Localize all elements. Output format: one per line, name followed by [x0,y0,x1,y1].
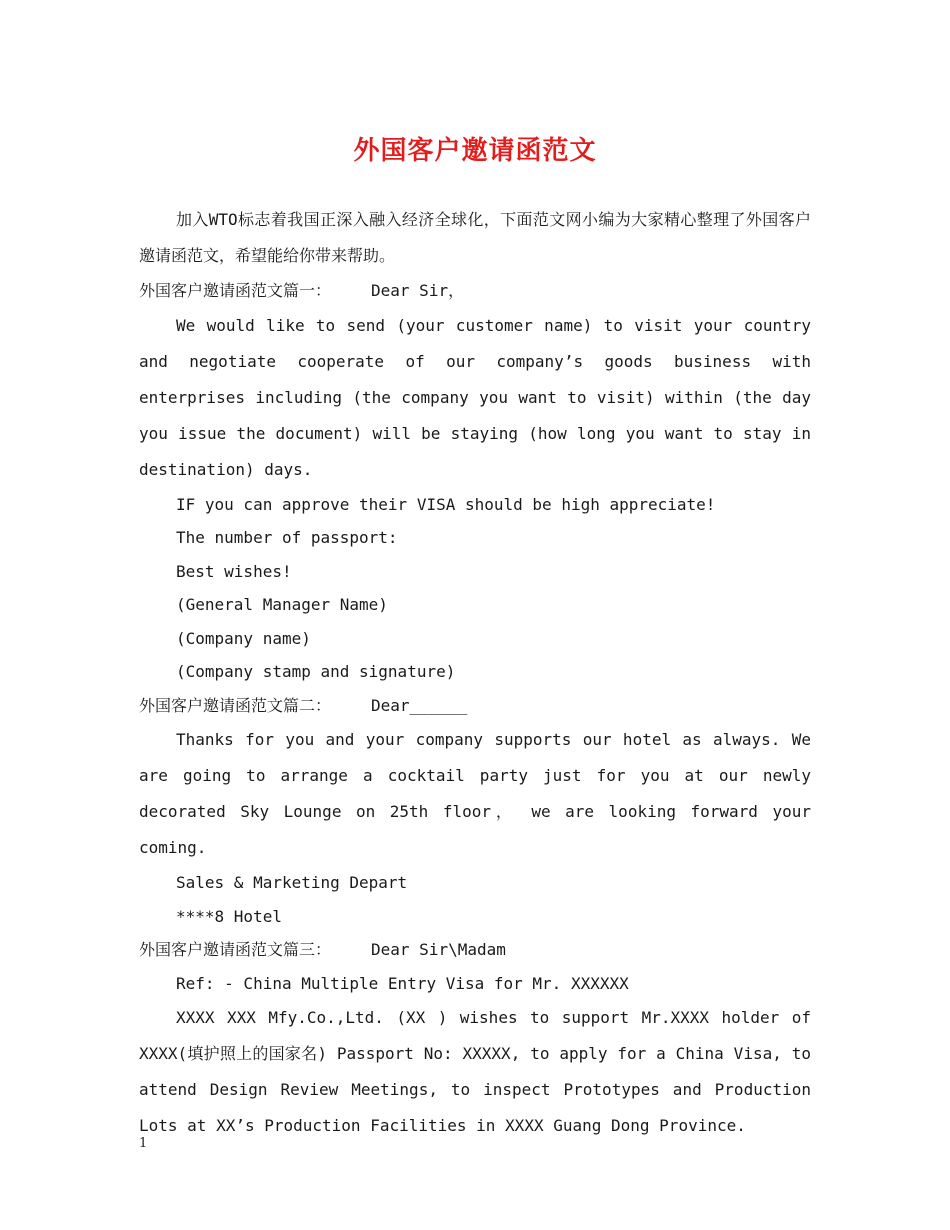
letter2-heading: 外国客户邀请函范文篇二： [139,695,332,715]
page-number: 1 [139,1136,148,1151]
letter3-ref: Ref: - China Multiple Entry Visa for Mr. XXXXXX [176,973,629,993]
letter1-line4: Best wishes! [176,561,292,581]
document-body [139,202,811,1144]
letter2-body: Thanks for you and your company supports our hotel as always. We are going to arrange a cocktail party just for you at our newly decorated Sky Lounge on 25th floor， we are looking forward your coming. [139,730,811,857]
letter1-line6: (Company name) [176,628,311,648]
letter1-salutation: Dear Sir， [371,281,465,300]
letter1-line2: IF you can approve their VISA should be high appreciate! [176,494,716,514]
letter3-body: XXXX XXX Mfy.Co.,Ltd. (XX ) wishes to support Mr.XXXX holder of XXXX(填护照上的国家名) Passport No: XXXXX, to apply for a China Visa, to attend Design Review Meetings, to inspect Prototypes and Production Lots at XX’s Production Facilities in XXXX Guang Dong Province. [139,1008,811,1135]
letter1-line5: (General Manager Name) [176,595,388,614]
letter1-heading-line [139,274,811,308]
letter1-line3: The number of passport: [176,528,398,547]
letter3-salutation: Dear Sir\Madam [371,940,506,959]
letter3-heading-line [139,933,811,967]
intro-paragraph: 加入WTO标志着我国正深入融入经济全球化，下面范文网小编为大家精心整理了外国客户邀请函范文，希望能给你带来帮助。 [139,210,811,265]
letter1-body: We would like to send (your customer name) to visit your country and negotiate cooperate of our company’s goods business with enterprises including (the company you want to visit) within (the day you issue the document) will be staying (how long you want to stay in destination) days. [139,315,811,479]
letter1-line7: (Company stamp and signature) [176,662,456,681]
letter1-heading: 外国客户邀请函范文篇一： [139,281,332,300]
document-title: 外国客户邀请函范文 [353,136,597,166]
letter2-salutation: Dear______ [371,695,468,715]
letter2-line3: ****8 Hotel [176,906,282,926]
letter3-heading: 外国客户邀请函范文篇三： [139,940,332,959]
letter2-heading-line [139,689,811,723]
letter2-line2: Sales & Marketing Depart [176,873,408,892]
